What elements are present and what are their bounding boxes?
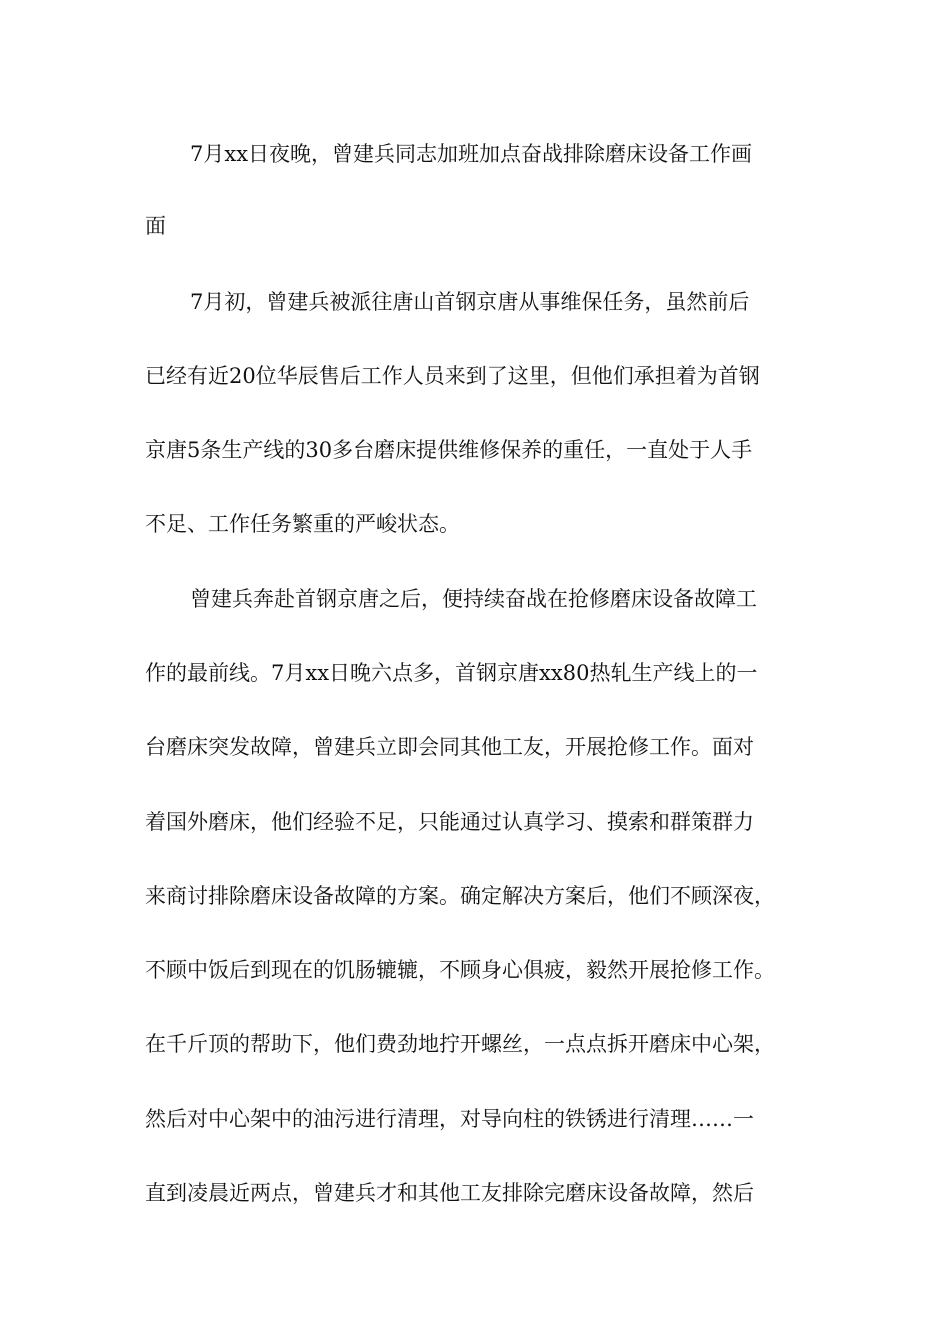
text-line: 京唐5条生产线的30多台磨床提供维修保养的重任，一直处于人手	[145, 438, 753, 462]
text-line: 曾建兵奔赴首钢京唐之后，便持续奋战在抢修磨床设备故障工	[190, 587, 757, 611]
text-line: 作的最前线。7月xx日晚六点多，首钢京唐xx80热轧生产线上的一	[145, 661, 758, 685]
text-line: 已经有近20位华辰售后工作人员来到了这里，但他们承担着为首钢	[145, 364, 760, 388]
text-line: 7月初，曾建兵被派往唐山首钢京唐从事维保任务，虽然前后	[190, 290, 750, 314]
text-line: 然后对中心架中的油污进行清理，对导向柱的铁锈进行清理……一	[145, 1107, 754, 1131]
text-line: 不顾中饭后到现在的饥肠辘辘，不顾身心俱疲，毅然开展抢修工作。	[145, 958, 775, 982]
text-line: 直到凌晨近两点，曾建兵才和其他工友排除完磨床设备故障，然后	[145, 1181, 754, 1205]
text-line: 7月xx日夜晚，曾建兵同志加班加点奋战排除磨床设备工作画	[190, 142, 753, 166]
text-line: 来商讨排除磨床设备故障的方案。确定解决方案后，他们不顾深夜，	[145, 884, 775, 908]
text-line: 着国外磨床，他们经验不足，只能通过认真学习、摸索和群策群力	[145, 810, 754, 834]
text-line: 面	[145, 214, 166, 238]
text-line: 台磨床突发故障，曾建兵立即会同其他工友，开展抢修工作。面对	[145, 735, 754, 759]
text-line: 在千斤顶的帮助下，他们费劲地拧开螺丝，一点点拆开磨床中心架，	[145, 1032, 775, 1056]
text-line: 不足、工作任务繁重的严峻状态。	[145, 512, 460, 536]
